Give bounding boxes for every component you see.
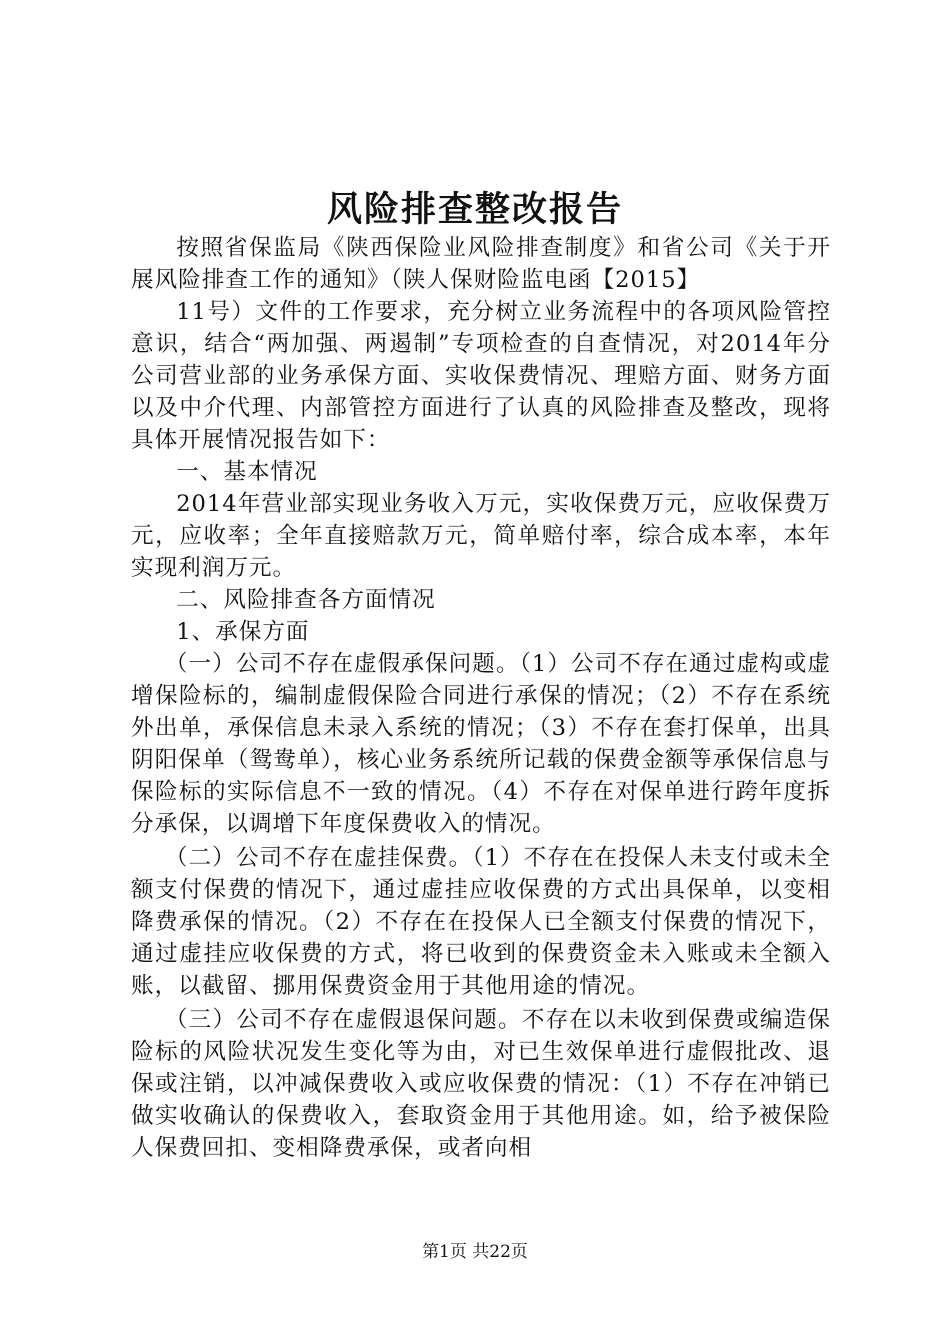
paragraph-false-surrender: （三）公司不存在虚假退保问题。不存在以未收到保费或编造保险标的风险状况发生变化等为由，对已生效保单进行虚假批改、退保或注销，以冲减保费收入或应收保费的情况：（1）不存在冲销已做实收确认的保费收入，套取资金用于其他用途。如，给予被保险人保费回扣、变相降费承保，或者向相: [131, 1007, 831, 1161]
paragraph-intro: 按照省保监局《陕西保险业风险排查制度》和省公司《关于开展风险排查工作的通知》（陕人保财险监电函【2015】: [131, 235, 831, 293]
paragraph-basic-situation: 2014年营业部实现业务收入万元，实收保费万元，应收保费万元，应收率；全年直接赔款万元，简单赔付率，综合成本率，本年实现利润万元。: [131, 491, 831, 581]
page-number-footer: 第1页 共22页: [422, 1242, 528, 1262]
heading-underwriting: 1、承保方面: [176, 619, 310, 645]
heading-basic-situation: 一、基本情况: [176, 459, 318, 485]
document-title: 风险排查整改报告: [326, 189, 623, 230]
paragraph-false-underwriting: （一）公司不存在虚假承保问题。（1）公司不存在通过虚构或虚增保险标的，编制虚假保险合同进行承保的情况；（2）不存在系统外出单，承保信息未录入系统的情况；（3）不存在套打保单，出具阴阳保单（鸳鸯单），核心业务系统所记载的保费金额等承保信息与保险标的实际信息不一致的情况。（4）不存在对保单进行跨年度拆分承保，以调增下年度保费收入的情况。: [131, 651, 831, 837]
heading-risk-investigation: 二、风险排查各方面情况: [176, 587, 436, 613]
paragraph-false-premium: （二）公司不存在虚挂保费。（1）不存在在投保人未支付或未全额支付保费的情况下，通过虚挂应收保费的方式出具保单，以变相降费承保的情况。（2）不存在在投保人已全额支付保费的情况下，通过虚挂应收保费的方式，将已收到的保费资金未入账或未全额入账，以截留、挪用保费资金用于其他用途的情况。: [131, 845, 831, 999]
document-body: [131, 232, 831, 1164]
paragraph-requirements: 11号）文件的工作要求，充分树立业务流程中的各项风险管控意识，结合“两加强、两遏制”专项检查的自查情况，对2014年分公司营业部的业务承保方面、实收保费情况、理赔方面、财务方面以及中介代理、内部管控方面进行了认真的风险排查及整改，现将具体开展情况报告如下：: [131, 299, 831, 453]
